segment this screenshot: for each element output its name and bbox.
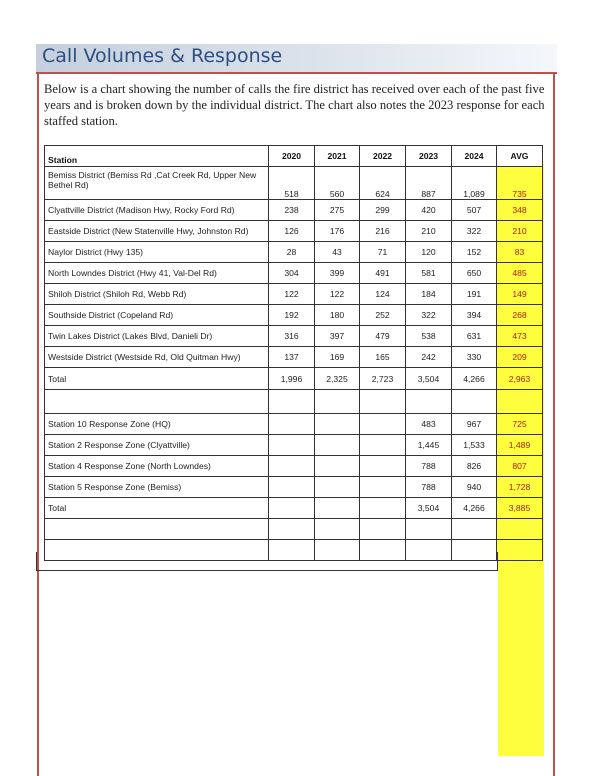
header-avg: AVG bbox=[497, 146, 543, 167]
cell-2020: 304 bbox=[269, 263, 315, 284]
table-row bbox=[45, 167, 543, 200]
cell-2022: 491 bbox=[360, 263, 406, 284]
cell-avg: 149 bbox=[497, 284, 543, 305]
table-header-row bbox=[45, 146, 543, 167]
cell-2023: 242 bbox=[406, 347, 452, 368]
cell-avg: 348 bbox=[497, 200, 543, 221]
cell-2022: 299 bbox=[360, 200, 406, 221]
cell-2023: 581 bbox=[406, 263, 452, 284]
header-2021: 2021 bbox=[315, 146, 360, 167]
header-2022: 2022 bbox=[360, 146, 406, 167]
title-banner bbox=[36, 44, 557, 74]
cell-2023: 538 bbox=[406, 326, 452, 347]
cell-2020: 122 bbox=[269, 284, 315, 305]
cell-avg: 268 bbox=[497, 305, 543, 326]
cell-2021: 180 bbox=[315, 305, 360, 326]
cell-2024: 191 bbox=[452, 284, 497, 305]
total-2020: 1,996 bbox=[269, 368, 315, 390]
table-row bbox=[45, 263, 543, 284]
cell-avg: 83 bbox=[497, 242, 543, 263]
total-label: Total bbox=[45, 368, 269, 390]
cell-2024: 322 bbox=[452, 221, 497, 242]
total-2022: 2,723 bbox=[360, 368, 406, 390]
cell-2020: 192 bbox=[269, 305, 315, 326]
cell-2022: 624 bbox=[360, 167, 406, 200]
header-2023: 2023 bbox=[406, 146, 452, 167]
cell-2020: 126 bbox=[269, 221, 315, 242]
table-row bbox=[45, 477, 543, 498]
cell-2021: 169 bbox=[315, 347, 360, 368]
cell-2024: 1,089 bbox=[452, 167, 497, 200]
station-name: Clyattville District (Madison Hwy, Rocky Ford Rd) bbox=[45, 200, 269, 221]
cell-2021: 122 bbox=[315, 284, 360, 305]
district-total-row bbox=[45, 368, 543, 390]
cell-2021: 397 bbox=[315, 326, 360, 347]
total-2024: 4,266 bbox=[452, 368, 497, 390]
cell-2024: 1,533 bbox=[452, 435, 497, 456]
cell-2023: 887 bbox=[406, 167, 452, 200]
table-row bbox=[45, 200, 543, 221]
station-name: Eastside District (New Statenville Hwy, Johnston Rd) bbox=[45, 221, 269, 242]
call-volume-table bbox=[44, 145, 543, 561]
cell-2022: 165 bbox=[360, 347, 406, 368]
zone-total-row bbox=[45, 498, 543, 519]
table-bottom-box-left bbox=[36, 552, 37, 571]
cell-2020: 28 bbox=[269, 242, 315, 263]
zone-total-2024: 4,266 bbox=[452, 498, 497, 519]
cell-2022: 252 bbox=[360, 305, 406, 326]
table-bottom-box-right bbox=[497, 552, 498, 571]
station-name: Shiloh District (Shiloh Rd, Webb Rd) bbox=[45, 284, 269, 305]
cell-2023: 1,445 bbox=[406, 435, 452, 456]
total-avg: 2,963 bbox=[497, 368, 543, 390]
total-2021: 2,325 bbox=[315, 368, 360, 390]
cell-avg: 210 bbox=[497, 221, 543, 242]
table-bottom-line bbox=[36, 570, 498, 571]
table-row bbox=[45, 435, 543, 456]
blank-row bbox=[45, 390, 543, 414]
header-station: Station bbox=[45, 146, 269, 167]
cell-2023: 322 bbox=[406, 305, 452, 326]
table-row bbox=[45, 284, 543, 305]
cell-2020: 518 bbox=[269, 167, 315, 200]
cell-2024: 631 bbox=[452, 326, 497, 347]
zone-name: Station 4 Response Zone (North Lowndes) bbox=[45, 456, 269, 477]
cell-2020: 316 bbox=[269, 326, 315, 347]
cell-2024: 507 bbox=[452, 200, 497, 221]
blank-row bbox=[45, 519, 543, 540]
zone-name: Station 5 Response Zone (Bemiss) bbox=[45, 477, 269, 498]
cell-avg: 1,728 bbox=[497, 477, 543, 498]
cell-2023: 788 bbox=[406, 477, 452, 498]
zone-name: Station 10 Response Zone (HQ) bbox=[45, 414, 269, 435]
cell-2021: 560 bbox=[315, 167, 360, 200]
station-name: Naylor District (Hwy 135) bbox=[45, 242, 269, 263]
blank-row bbox=[45, 540, 543, 561]
header-2024: 2024 bbox=[452, 146, 497, 167]
station-name: North Lowndes District (Hwy 41, Val-Del Rd) bbox=[45, 263, 269, 284]
intro-paragraph: Below is a chart showing the number of calls the fire district has received over each of the past five years and is broken down by the individual district. The chart also notes the 2023 response for each staffed station. bbox=[44, 82, 545, 128]
cell-avg: 485 bbox=[497, 263, 543, 284]
cell-2023: 120 bbox=[406, 242, 452, 263]
zone-total-label: Total bbox=[45, 498, 269, 519]
total-2023: 3,504 bbox=[406, 368, 452, 390]
cell-2023: 210 bbox=[406, 221, 452, 242]
table-row bbox=[45, 414, 543, 435]
cell-2022: 124 bbox=[360, 284, 406, 305]
cell-avg: 1,489 bbox=[497, 435, 543, 456]
table-row bbox=[45, 326, 543, 347]
cell-2022: 479 bbox=[360, 326, 406, 347]
cell-2024: 152 bbox=[452, 242, 497, 263]
table-row bbox=[45, 305, 543, 326]
cell-2024: 826 bbox=[452, 456, 497, 477]
cell-2021: 399 bbox=[315, 263, 360, 284]
cell-avg: 209 bbox=[497, 347, 543, 368]
cell-2022: 216 bbox=[360, 221, 406, 242]
cell-2024: 394 bbox=[452, 305, 497, 326]
table-row bbox=[45, 242, 543, 263]
cell-2023: 483 bbox=[406, 414, 452, 435]
cell-2022: 71 bbox=[360, 242, 406, 263]
page-title: Call Volumes & Response bbox=[42, 45, 283, 67]
cell-2024: 330 bbox=[452, 347, 497, 368]
cell-2020: 137 bbox=[269, 347, 315, 368]
table-row bbox=[45, 347, 543, 368]
cell-avg: 735 bbox=[497, 167, 543, 200]
cell-avg: 725 bbox=[497, 414, 543, 435]
cell-2023: 788 bbox=[406, 456, 452, 477]
station-name: Westside District (Westside Rd, Old Quitman Hwy) bbox=[45, 347, 269, 368]
zone-total-2023: 3,504 bbox=[406, 498, 452, 519]
cell-2024: 650 bbox=[452, 263, 497, 284]
station-name: Southside District (Copeland Rd) bbox=[45, 305, 269, 326]
table-row bbox=[45, 456, 543, 477]
cell-2023: 184 bbox=[406, 284, 452, 305]
cell-2021: 43 bbox=[315, 242, 360, 263]
cell-2021: 176 bbox=[315, 221, 360, 242]
cell-avg: 473 bbox=[497, 326, 543, 347]
cell-2024: 967 bbox=[452, 414, 497, 435]
cell-avg: 807 bbox=[497, 456, 543, 477]
station-name: Bemiss District (Bemiss Rd ,Cat Creek Rd, Upper New Bethel Rd) bbox=[45, 167, 269, 200]
zone-total-avg: 3,885 bbox=[497, 498, 543, 519]
table-row bbox=[45, 221, 543, 242]
cell-2020: 238 bbox=[269, 200, 315, 221]
header-2020: 2020 bbox=[269, 146, 315, 167]
cell-2021: 275 bbox=[315, 200, 360, 221]
cell-2024: 940 bbox=[452, 477, 497, 498]
zone-name: Station 2 Response Zone (Clyattville) bbox=[45, 435, 269, 456]
cell-2023: 420 bbox=[406, 200, 452, 221]
station-name: Twin Lakes District (Lakes Blvd, Danieli Dr) bbox=[45, 326, 269, 347]
